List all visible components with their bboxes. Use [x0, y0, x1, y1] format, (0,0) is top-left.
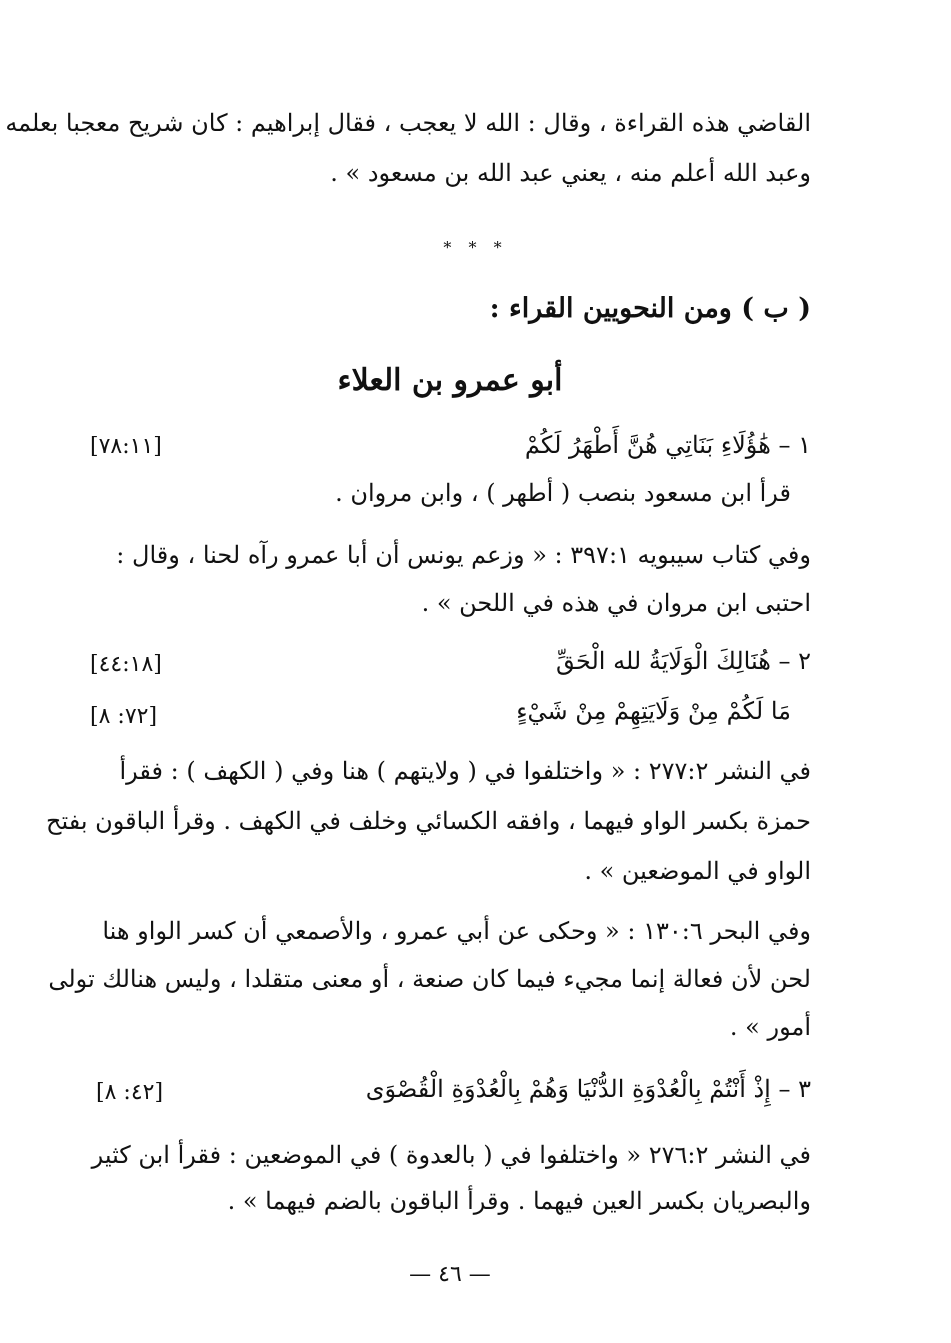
section-separator: * * *	[443, 238, 508, 257]
text-line: وعبد الله أعلم منه ، يعني عبد الله بن مسعود » .	[330, 159, 811, 187]
text-line: وفي البحر ١٣٠:٦ : « وحكى عن أبي عمرو ، والأصمعي أن كسر الواو هنا	[102, 917, 811, 945]
verse-reference: [٤٤:١٨]	[90, 652, 162, 677]
text-line: حمزة بكسر الواو فيهما ، وافقه الكسائي وخلف في الكهف . وقرأ الباقون بفتح	[45, 807, 811, 835]
text-line: أمور » .	[729, 1013, 811, 1041]
verse-line: ٣ – إِذْ أَنْتُمْ بِالْعُدْوَةِ الدُّنْيَا وَهُمْ بِالْعُدْوَةِ الْقُصْوَى	[365, 1075, 811, 1103]
verse-line: ٢ – هُنَالِكَ الْوَلَايَةُ لله الْحَقِّ	[555, 647, 811, 675]
person-heading: أبو عمرو بن العلاء	[337, 363, 563, 398]
text-line: في النشر ٢٧٦:٢ « واختلفوا في ( بالعدوة ) في الموضعين : فقرأ ابن كثير	[91, 1141, 811, 1169]
verse-line: مَا لَكُمْ مِنْ وَلَايَتِهِمْ مِنْ شَيْءٍ	[516, 697, 791, 725]
verse-line: ١ – هَٰؤُلَاءِ بَنَاتِي هُنَّ أَطْهَرُ لَكُمْ	[524, 431, 811, 459]
text-line: لحن لأن فعالة إنما مجيء فيما كان صنعة ، أو معنى متقلدا ، وليس هنالك تولى	[48, 965, 811, 993]
text-line: الواو في الموضعين » .	[584, 857, 811, 885]
text-line: قرأ ابن مسعود بنصب ( أطهر ) ، وابن مروان .	[335, 479, 791, 507]
text-line: في النشر ٢٧٧:٢ : « واختلفوا في ( ولايتهم ) هنا وفي ( الكهف ) : فقرأ	[119, 757, 811, 785]
verse-reference: [٧٨:١١]	[90, 434, 162, 459]
text-line: وفي كتاب سيبويه ٣٩٧:١ : « وزعم يونس أن أبا عمرو رآه لحنا ، وقال :	[116, 541, 811, 569]
section-heading: ( ب ) ومن النحويين القراء :	[489, 293, 811, 324]
text-line: والبصريان بكسر العين فيهما . وقرأ الباقون بالضم فيهما » .	[227, 1187, 811, 1215]
page-number: — ٤٦ —	[409, 1262, 491, 1287]
verse-reference: [٤٢: ٨]	[96, 1080, 164, 1105]
text-line: القاضي هذه القراءة ، وقال : الله لا يعجب ، فقال إبراهيم : كان شريح معجبا بعلمه	[5, 109, 811, 137]
text-line: احتبى ابن مروان في هذه في اللحن » .	[421, 589, 811, 617]
verse-reference: [٧٢: ٨]	[90, 704, 158, 729]
